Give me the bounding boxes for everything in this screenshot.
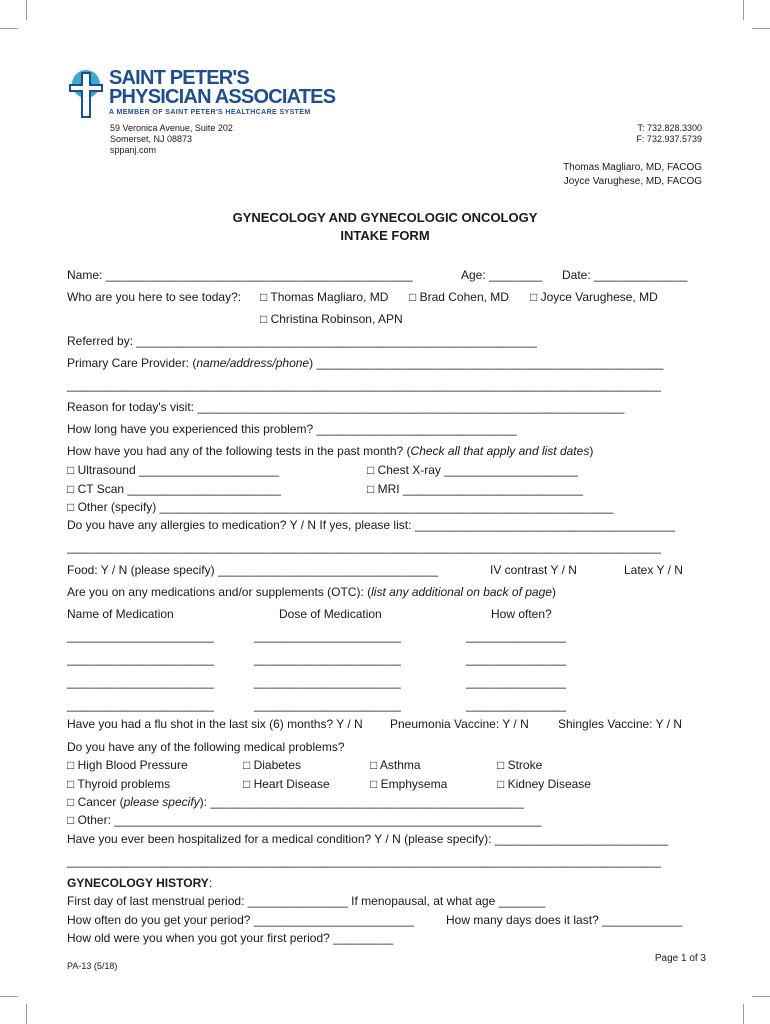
checkbox-ct-scan[interactable]: □ CT Scan _______________________: [67, 482, 281, 496]
crop-mark: [752, 28, 770, 29]
hospitalized-field[interactable]: Have you ever been hospitalized for a medical condition? Y / N (please specify): __________________________: [67, 832, 669, 846]
shingles-vaccine-field[interactable]: Shingles Vaccine: Y / N: [558, 717, 683, 731]
med-name-line[interactable]: ______________________: [67, 698, 214, 712]
fax: F: 732.937.5739: [636, 134, 702, 144]
how-long-field[interactable]: How long have you experienced this problem? ______________________________: [67, 422, 517, 436]
tests-question: [67, 444, 593, 458]
date-field[interactable]: Date: ______________: [562, 268, 688, 282]
pcp-continuation-line[interactable]: _________________________________________________________________________________________: [67, 378, 661, 392]
form-title: GYNECOLOGY AND GYNECOLOGIC ONCOLOGY: [232, 210, 538, 225]
checkbox-chest-xray[interactable]: □ Chest X-ray ____________________: [367, 463, 578, 477]
checkbox-robinson[interactable]: □ Christina Robinson, APN: [260, 312, 403, 326]
crop-mark: [743, 0, 744, 20]
crop-mark: [26, 1004, 27, 1024]
food-allergy-field[interactable]: Food: Y / N (please specify) _________________________________: [67, 563, 439, 577]
allergies-continuation-line[interactable]: _________________________________________________________________________________________: [67, 540, 661, 554]
name-field[interactable]: Name: ______________________________________________: [67, 268, 413, 282]
page-number: Page 1 of 3: [654, 953, 706, 964]
checkbox-heart-disease[interactable]: □ Heart Disease: [243, 777, 330, 791]
med-name-line[interactable]: ______________________: [67, 652, 214, 666]
hospitalized-continuation-line[interactable]: _________________________________________________________________________________________: [67, 854, 661, 868]
logo-tagline: A MEMBER OF SAINT PETER'S HEALTHCARE SYSTEM: [109, 109, 311, 116]
checkbox-mri[interactable]: □ MRI ___________________________: [367, 482, 584, 496]
med-often-line[interactable]: _______________: [466, 698, 567, 712]
who-label: Who are you here to see today?:: [67, 290, 242, 304]
pcp-hint: name/address/phone: [196, 356, 310, 370]
checkbox-magliaro[interactable]: □ Thomas Magliaro, MD: [260, 290, 389, 304]
problems-question: Do you have any of the following medical problems?: [67, 740, 345, 754]
checkbox-other-problem[interactable]: □ Other: ________________________________________________________________: [67, 813, 542, 827]
flu-shot-field[interactable]: Have you had a flu shot in the last six (6) months? Y / N: [67, 717, 363, 731]
referred-field[interactable]: Referred by: ____________________________________________________________: [67, 334, 537, 348]
checkbox-other-test[interactable]: □ Other (specify) ____________________________________________________________________: [67, 500, 614, 514]
gynecology-history-colon: :: [208, 876, 213, 890]
checkbox-diabetes[interactable]: □ Diabetes: [243, 758, 301, 772]
checkbox-high-blood-pressure[interactable]: □ High Blood Pressure: [67, 758, 188, 772]
gynecology-history-text: GYNECOLOGY HISTORY: [67, 876, 209, 890]
pneumonia-vaccine-field[interactable]: Pneumonia Vaccine: Y / N: [390, 717, 529, 731]
period-duration-field[interactable]: How many days does it last? ____________: [446, 913, 683, 927]
website: sppanj.com: [110, 145, 157, 155]
checkbox-kidney-disease[interactable]: □ Kidney Disease: [497, 777, 591, 791]
crop-mark: [26, 0, 27, 20]
allergies-field[interactable]: Do you have any allergies to medication? Y / N If yes, please list: _______________________________________: [67, 518, 676, 532]
med-dose-line[interactable]: ______________________: [254, 698, 401, 712]
med-often-line[interactable]: _______________: [466, 675, 567, 689]
checkbox-emphysema[interactable]: □ Emphysema: [370, 777, 448, 791]
medications-close: ): [551, 585, 556, 599]
first-period-field[interactable]: How old were you when you got your first period? _________: [67, 931, 394, 945]
medications-hint: list any additional on back of page: [371, 585, 552, 599]
med-dose-line[interactable]: ______________________: [254, 652, 401, 666]
iv-contrast-field[interactable]: IV contrast Y / N: [490, 563, 577, 577]
form-subtitle: INTAKE FORM: [340, 228, 430, 243]
med-dose-line[interactable]: ______________________: [254, 675, 401, 689]
logo-line2: PHYSICIAN ASSOCIATES: [109, 86, 336, 108]
checkbox-thyroid[interactable]: □ Thyroid problems: [67, 777, 171, 791]
reason-field[interactable]: Reason for today's visit: ________________________________________________________________: [67, 400, 625, 414]
checkbox-ultrasound[interactable]: □ Ultrasound _____________________: [67, 463, 280, 477]
tests-question-text: How have you had any of the following tests in the past month? (: [67, 444, 411, 458]
address-line1: 59 Veronica Avenue, Suite 202: [110, 123, 233, 133]
last-period-field[interactable]: First day of last menstrual period: _______________ If menopausal, at what age _______: [67, 894, 546, 908]
tests-hint: Check all that apply and list dates: [410, 444, 590, 458]
med-often-line[interactable]: _______________: [466, 629, 567, 643]
checkbox-cohen[interactable]: □ Brad Cohen, MD: [409, 290, 509, 304]
cancer-line: ): _______________________________________________: [199, 795, 524, 809]
form-code: PA-13 (5/18): [67, 961, 118, 971]
crop-mark: [743, 1004, 744, 1024]
doctor-2: Joyce Varughese, MD, FACOG: [563, 176, 702, 187]
age-field[interactable]: Age: ________: [461, 268, 543, 282]
pcp-label: Primary Care Provider: (: [67, 356, 197, 370]
pcp-field[interactable]: [67, 356, 663, 370]
period-frequency-field[interactable]: How often do you get your period? ________________________: [67, 913, 414, 927]
tests-close: ): [589, 444, 594, 458]
med-name-line[interactable]: ______________________: [67, 629, 214, 643]
cancer-label: □ Cancer (: [67, 795, 124, 809]
med-often-line[interactable]: _______________: [466, 652, 567, 666]
med-dose-line[interactable]: ______________________: [254, 629, 401, 643]
phone: T: 732.828.3300: [637, 123, 702, 133]
checkbox-stroke[interactable]: □ Stroke: [497, 758, 543, 772]
cancer-hint: please specify: [123, 795, 200, 809]
medications-question-text: Are you on any medications and/or supplements (OTC): (: [67, 585, 372, 599]
gynecology-history-heading: [67, 876, 212, 890]
logo: [67, 68, 347, 120]
column-header-name: Name of Medication: [67, 607, 174, 621]
checkbox-asthma[interactable]: □ Asthma: [370, 758, 421, 772]
med-name-line[interactable]: ______________________: [67, 675, 214, 689]
medications-question: [67, 585, 556, 599]
column-header-often: How often?: [491, 607, 552, 621]
latex-field[interactable]: Latex Y / N: [624, 563, 683, 577]
crop-mark: [0, 996, 18, 997]
crop-mark: [0, 28, 18, 29]
pcp-line: ) ____________________________________________________: [309, 356, 664, 370]
checkbox-cancer[interactable]: [67, 795, 524, 809]
logo-line1: SAINT PETER'S: [109, 67, 249, 89]
doctor-1: Thomas Magliaro, MD, FACOG: [563, 162, 702, 173]
checkbox-varughese[interactable]: □ Joyce Varughese, MD: [530, 290, 658, 304]
address-line2: Somerset, NJ 08873: [110, 134, 193, 144]
column-header-dose: Dose of Medication: [279, 607, 382, 621]
crop-mark: [752, 996, 770, 997]
cross-logo-icon: [67, 68, 105, 120]
